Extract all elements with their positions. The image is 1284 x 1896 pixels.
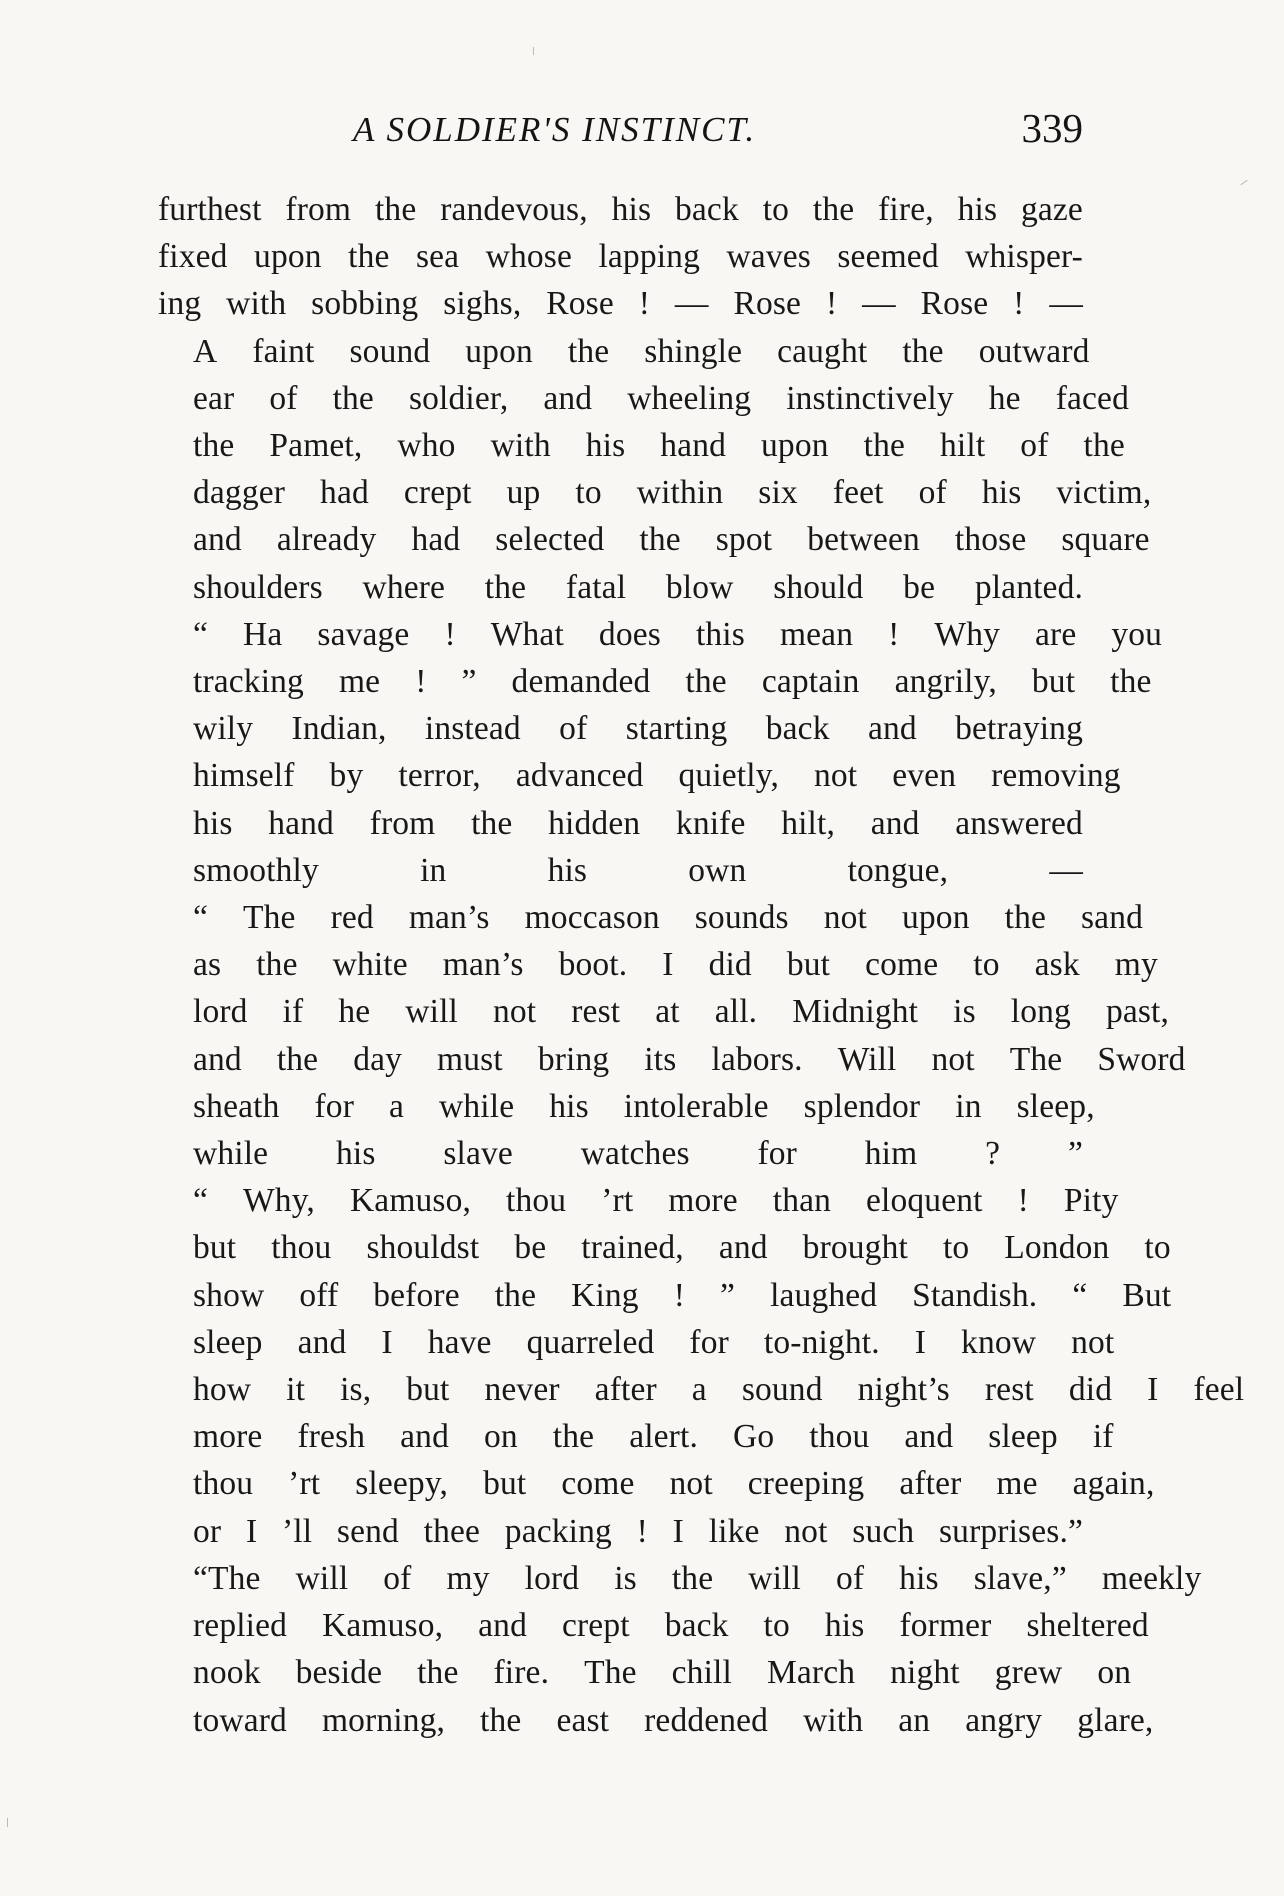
paragraph bbox=[158, 1177, 1245, 1555]
text-line: ing with sobbing sighs, Rose ! — Rose ! — Rose ! — bbox=[158, 285, 1083, 323]
scan-speck-top bbox=[533, 47, 534, 55]
text-line: tracking me ! ” demanded the captain angrily, but the bbox=[193, 663, 1152, 701]
paragraph bbox=[158, 328, 1152, 611]
text-line: furthest from the randevous, his back to the fire, his gaze bbox=[158, 191, 1083, 228]
body-text bbox=[158, 186, 1245, 1744]
text-line: the Pamet, who with his hand upon the hilt of the bbox=[193, 427, 1125, 465]
text-line: sheath for a while his intolerable splendor in sleep, bbox=[193, 1087, 1095, 1125]
running-title: A SOLDIER'S INSTINCT. bbox=[353, 110, 757, 149]
text-line: “ The red man’s moccason sounds not upon the sand bbox=[193, 899, 1144, 937]
text-line: wily Indian, instead of starting back and betraying bbox=[193, 710, 1083, 748]
text-line: fixed upon the sea whose lapping waves seemed whisper- bbox=[158, 238, 1083, 276]
text-line: and already had selected the spot between those square bbox=[193, 521, 1150, 559]
paragraph bbox=[158, 894, 1186, 1177]
text-line: but thou shouldst be trained, and brought to London to bbox=[193, 1229, 1171, 1267]
scan-speck-bottom-left bbox=[7, 1818, 8, 1827]
text-line: replied Kamuso, and crept back to his former sheltered bbox=[193, 1607, 1149, 1645]
text-line: his hand from the hidden knife hilt, and answered bbox=[193, 804, 1083, 842]
text-line: sleep and I have quarreled for to-night. I know not bbox=[193, 1323, 1115, 1361]
paragraph bbox=[158, 186, 1083, 328]
scan-speck-right bbox=[1240, 180, 1247, 185]
text-line: smoothly in his own tongue, — bbox=[193, 851, 1083, 889]
text-line: more fresh and on the alert. Go thou and sleep if bbox=[193, 1418, 1114, 1456]
text-line: show off before the King ! ” laughed Standish. “ But bbox=[193, 1276, 1172, 1314]
text-line: and the day must bring its labors. Will not The Sword bbox=[193, 1040, 1186, 1078]
text-line: himself by terror, advanced quietly, not even removing bbox=[193, 757, 1121, 795]
text-line: “ Ha savage ! What does this mean ! Why are you bbox=[193, 615, 1163, 653]
text-line: “The will of my lord is the will of his slave,” meekly bbox=[193, 1559, 1202, 1597]
page-number: 339 bbox=[1021, 105, 1083, 151]
text-line: toward morning, the east reddened with an angry glare, bbox=[193, 1701, 1154, 1739]
paragraph bbox=[158, 1555, 1202, 1744]
text-line: “ Why, Kamuso, thou ’rt more than eloquent ! Pity bbox=[193, 1182, 1119, 1220]
text-line: as the white man’s boot. I did but come to ask my bbox=[193, 946, 1158, 984]
text-line: how it is, but never after a sound night’s rest did I feel bbox=[193, 1371, 1245, 1409]
text-line: dagger had crept up to within six feet of his victim, bbox=[193, 474, 1152, 512]
text-line: shoulders where the fatal blow should be planted. bbox=[193, 568, 1083, 606]
page-header bbox=[158, 100, 1083, 160]
text-line: lord if he will not rest at all. Midnight is long past, bbox=[193, 993, 1170, 1031]
text-line: ear of the soldier, and wheeling instinctively he faced bbox=[193, 379, 1129, 417]
text-line: while his slave watches for him ? ” bbox=[193, 1135, 1083, 1173]
text-line: nook beside the fire. The chill March night grew on bbox=[193, 1654, 1132, 1692]
paragraph bbox=[158, 611, 1163, 894]
text-line: or I ’ll send thee packing ! I like not such surprises.” bbox=[193, 1512, 1083, 1550]
text-line: A faint sound upon the shingle caught the outward bbox=[193, 332, 1090, 370]
text-line: thou ’rt sleepy, but come not creeping after me again, bbox=[193, 1465, 1155, 1503]
